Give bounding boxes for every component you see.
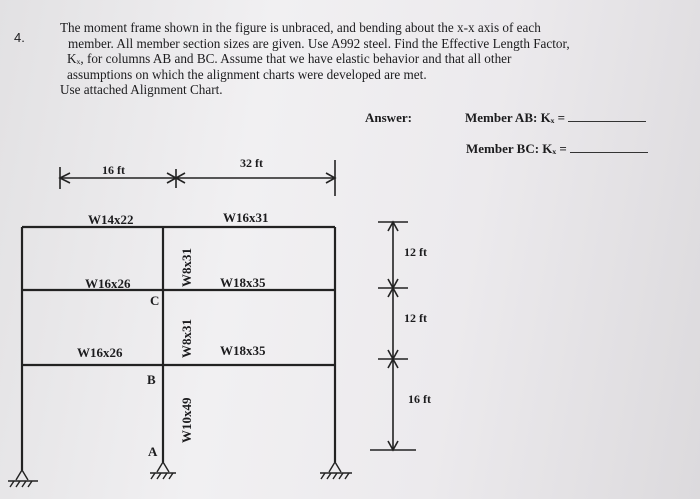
column-middle-label: W8x31 bbox=[179, 319, 194, 358]
beam-roof-left-label: W14x22 bbox=[88, 212, 134, 227]
beam-level2-right-label: W18x35 bbox=[220, 275, 266, 290]
joint-c-label: C bbox=[150, 293, 160, 308]
height-middle-label: 12 ft bbox=[404, 311, 427, 325]
beam-roof-right-label: W16x31 bbox=[223, 210, 269, 225]
problem-line-2: member. All member section sizes are given. Use A992 steel. Find the Effective Length Factor, bbox=[68, 35, 570, 51]
problem-line-1: The moment frame shown in the figure is unbraced, and bending about the x-x axis of each bbox=[60, 20, 541, 35]
height-bottom-label: 16 ft bbox=[408, 392, 431, 406]
span-left-label: 16 ft bbox=[102, 163, 125, 177]
problem-line-5: Use attached Alignment Chart. bbox=[60, 82, 223, 97]
joint-b-label: B bbox=[147, 372, 156, 387]
question-number: 4. bbox=[14, 30, 25, 45]
support-right-icon bbox=[320, 462, 352, 479]
beam-level1-right-label: W18x35 bbox=[220, 343, 266, 358]
column-top-label: W8x31 bbox=[179, 248, 194, 287]
member-bc-label: Member BC: Kₓ = bbox=[466, 141, 567, 156]
span-right-label: 32 ft bbox=[240, 156, 263, 170]
support-middle-icon bbox=[150, 462, 176, 479]
beam-level1-left-label: W16x26 bbox=[77, 345, 123, 360]
joint-a-label: A bbox=[148, 444, 158, 459]
member-ab-label: Member AB: Kₓ = bbox=[465, 110, 566, 125]
problem-line-3: Kₓ, for columns AB and BC. Assume that we have elastic behavior and that all other bbox=[67, 51, 512, 66]
answer-label: Answer: bbox=[365, 110, 412, 125]
beam-level2-left-label: W16x26 bbox=[85, 276, 131, 291]
height-top-label: 12 ft bbox=[404, 245, 427, 259]
support-left-icon bbox=[8, 470, 38, 487]
problem-line-4: assumptions on which the alignment charts were developed are met. bbox=[67, 66, 427, 82]
column-bottom-label: W10x49 bbox=[179, 397, 194, 443]
